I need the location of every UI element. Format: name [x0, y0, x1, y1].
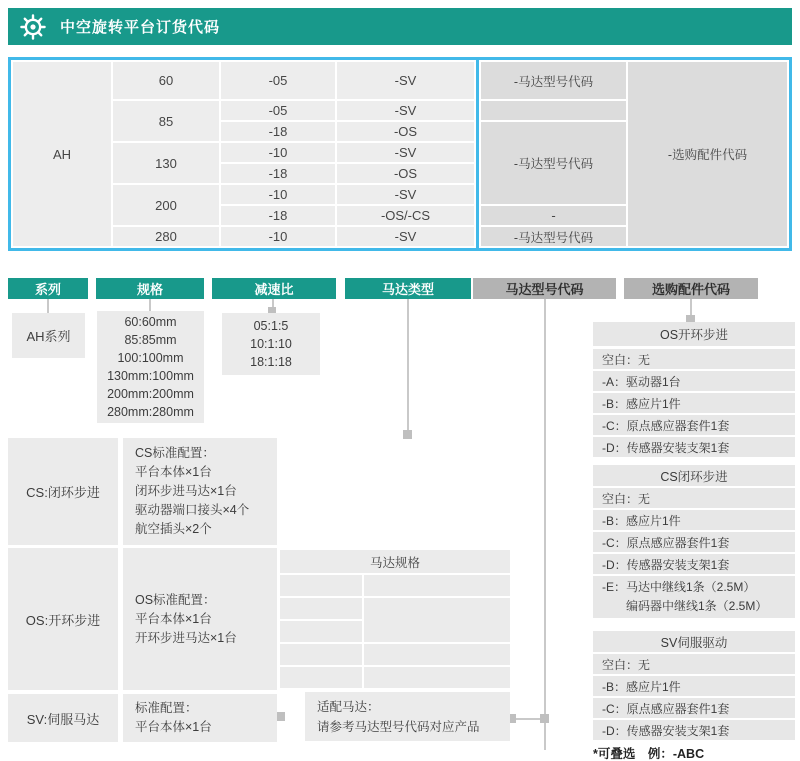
os-label-box: OS:开环步进: [8, 548, 118, 690]
motor-spec-cell: [364, 644, 510, 665]
connector-motor-code: [544, 299, 546, 750]
cs-config-line: CS标准配置：: [135, 446, 215, 460]
spec-line: 60:60mm: [124, 315, 177, 329]
motor-type-cell: -OS: [337, 164, 474, 183]
motor-type-cell: -OS: [337, 122, 474, 141]
panel-cs-item-line: 编码器中继线1条（2.5M）: [626, 599, 768, 613]
page-title: 中空旋转平台订货代码: [60, 19, 221, 36]
panel-sv-item: -C：原点感应器套件1套: [593, 698, 795, 718]
cs-config-box: [123, 438, 277, 545]
cs-config-line: 闭环步进马达×1台: [135, 484, 237, 498]
motor-spec-header: 马达规格: [280, 550, 510, 573]
cs-label-box: CS:闭环步进: [8, 438, 118, 545]
motor-spec-cell: [364, 667, 510, 688]
legend-spec: 规格: [96, 278, 204, 299]
panel-os-item: -D：传感器安装支架1套: [593, 437, 795, 457]
connector-nub: [276, 712, 285, 721]
legend-accessory-code: 选购配件代码: [624, 278, 758, 299]
legend-motor-type: 马达类型: [345, 278, 471, 299]
ratio-cell: -05: [221, 101, 335, 120]
panel-cs-header: CS闭环步进: [593, 465, 795, 486]
connector-nub: [403, 430, 412, 439]
motor-code-cell: -: [481, 206, 626, 225]
cs-config-line: 驱动器端口接头×4个: [135, 503, 250, 517]
ratio-cell: -18: [221, 122, 335, 141]
motor-spec-cell: [280, 598, 362, 619]
panel-os-item: -C：原点感应器套件1套: [593, 415, 795, 435]
sv-config-line: 平台本体×1台: [135, 720, 212, 734]
os-config-line: 平台本体×1台: [135, 611, 212, 626]
panel-os-item: -B：感应片1件: [593, 393, 795, 413]
motor-spec-cell: [364, 598, 510, 642]
accessory-code-cell: -选购配件代码: [628, 62, 787, 246]
ratio-cell: -10: [221, 185, 335, 204]
panel-os-item: -A：驱动器1台: [593, 371, 795, 391]
spec-line: 130mm:100mm: [107, 369, 194, 383]
motor-type-cell: -SV: [337, 227, 474, 246]
page-banner: [8, 8, 792, 45]
panel-os-item: 空白：无: [593, 349, 795, 369]
size-cell: 60: [113, 62, 219, 99]
ratio-line: 05:1:5: [253, 319, 289, 333]
motor-spec-cell: [280, 575, 362, 596]
os-config-line: 开环步进马达×1台: [135, 630, 237, 645]
size-cell: 200: [113, 185, 219, 225]
ratio-line: 10:1:10: [250, 337, 292, 351]
spec-line: 280mm:280mm: [107, 405, 194, 419]
order-code-table: [8, 57, 792, 251]
cs-config-line: 平台本体×1台: [135, 465, 212, 479]
panel-cs-item: -C：原点感应器套件1套: [593, 532, 795, 552]
os-config-line: OS标准配置：: [135, 592, 216, 607]
motor-spec-cell: [364, 575, 510, 596]
spec-line: 200mm:200mm: [107, 387, 194, 401]
spec-box: [97, 311, 204, 423]
legend-ratio: 减速比: [212, 278, 336, 299]
connector-spec: [149, 299, 151, 311]
ratio-cell: -10: [221, 227, 335, 246]
panel-os-header: OS开环步进: [593, 322, 795, 346]
table-divider: [476, 60, 479, 248]
motor-code-cell: -马达型号代码: [481, 122, 626, 204]
motor-type-cell: -SV: [337, 62, 474, 99]
ratio-cell: -10: [221, 143, 335, 162]
ratio-line: 18:1:18: [250, 355, 292, 369]
ratio-cell: -18: [221, 206, 335, 225]
sv-config-box: [123, 694, 277, 742]
size-cell: 130: [113, 143, 219, 183]
legend-series: 系列: [8, 278, 88, 299]
sv-label-box: SV:伺服马达: [8, 694, 118, 742]
sv-adapt-line: 适配马达：: [317, 699, 380, 714]
spec-line: 85:85mm: [124, 333, 177, 347]
ratio-cell: -05: [221, 62, 335, 99]
motor-spec-cell: [280, 644, 362, 665]
panel-sv-item: -D：传感器安装支架1套: [593, 720, 795, 740]
motor-type-cell: -SV: [337, 101, 474, 120]
motor-type-cell: -OS/-CS: [337, 206, 474, 225]
motor-type-cell: -SV: [337, 143, 474, 162]
panel-sv-header: SV伺服驱动: [593, 631, 795, 652]
panel-sv-item: 空白：无: [593, 654, 795, 674]
size-cell: 280: [113, 227, 219, 246]
stacking-note: *可叠选 例：-ABC: [593, 747, 705, 761]
cs-config-line: 航空插头×2个: [135, 522, 212, 536]
os-config-box: [123, 548, 277, 690]
motor-code-cell-empty: [481, 101, 626, 120]
panel-cs-item: -D：传感器安装支架1套: [593, 554, 795, 574]
panel-sv-item: -B：感应片1件: [593, 676, 795, 696]
size-cell: 85: [113, 101, 219, 141]
sv-config-line: 标准配置：: [135, 701, 198, 715]
motor-spec-cell: [280, 621, 362, 642]
ratio-box: [222, 313, 320, 375]
motor-spec-cell: [280, 667, 362, 688]
panel-cs-item: 空白：无: [593, 488, 795, 508]
gear-icon: [20, 14, 46, 40]
panel-cs-item-line: -E：马达中继线1条（2.5M）: [602, 580, 756, 594]
connector-motor-type: [407, 299, 409, 438]
ratio-cell: -18: [221, 164, 335, 183]
motor-type-cell: -SV: [337, 185, 474, 204]
panel-cs-item: -B：感应片1件: [593, 510, 795, 530]
connector-nub: [540, 714, 549, 723]
spec-line: 100:100mm: [117, 351, 184, 365]
sv-adapt-line: 请参考马达型号代码对应产品: [317, 719, 480, 734]
motor-code-cell: -马达型号代码: [481, 62, 626, 99]
series-cell: AH: [13, 62, 111, 246]
motor-code-cell: -马达型号代码: [481, 227, 626, 246]
series-box: AH系列: [12, 313, 85, 358]
panel-cs-item: [593, 576, 795, 618]
connector-series: [47, 299, 49, 313]
legend-motor-code: 马达型号代码: [473, 278, 616, 299]
sv-adapt-box: [305, 692, 510, 741]
